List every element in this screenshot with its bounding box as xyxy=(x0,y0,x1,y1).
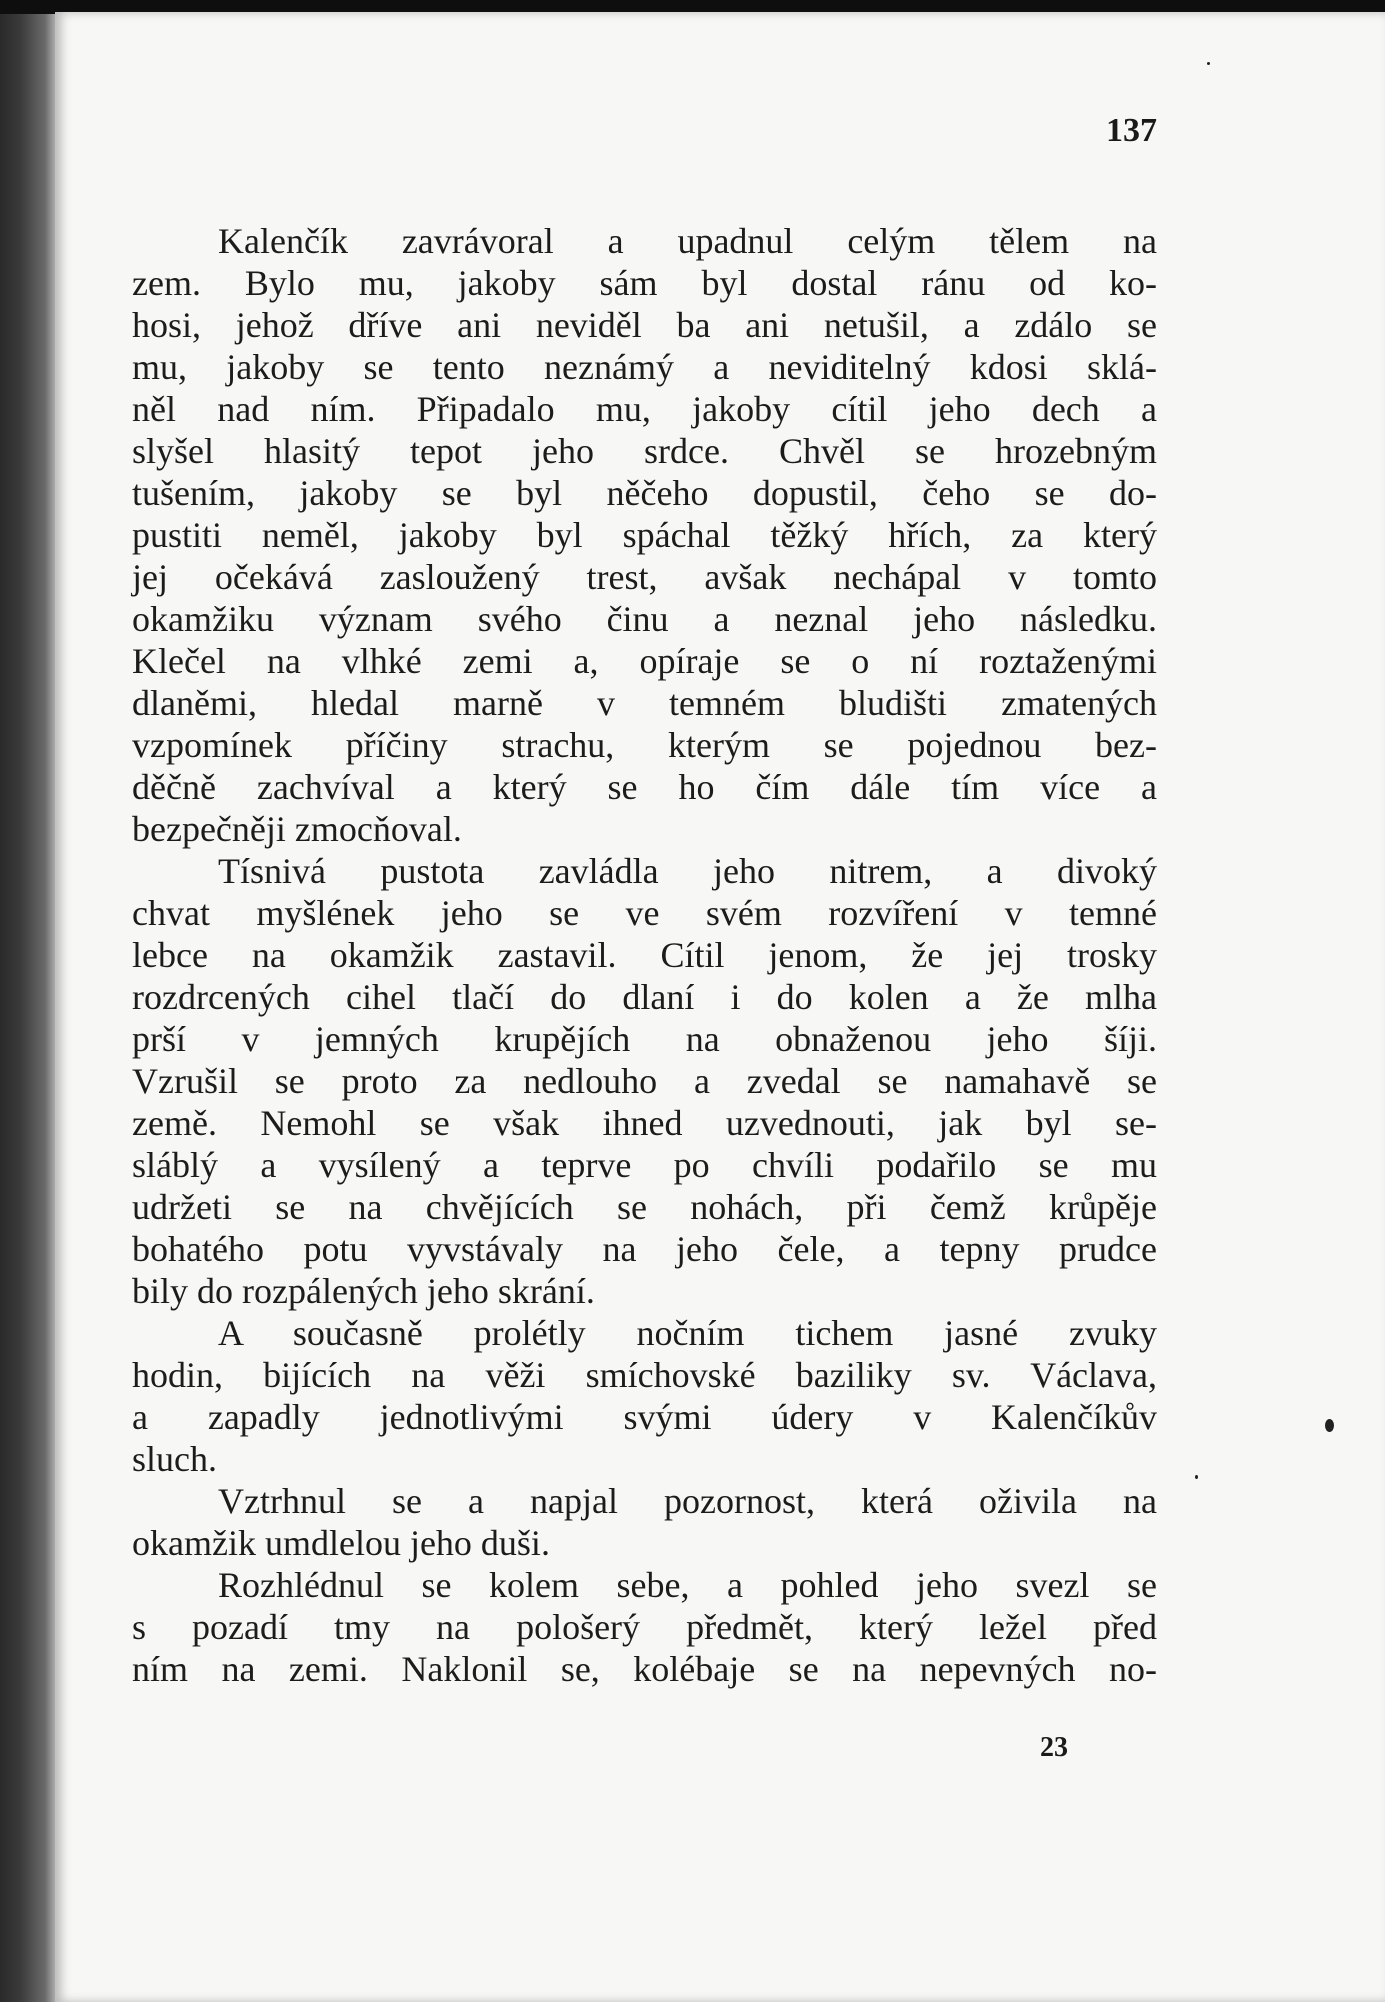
text-line: okamžiku význam svého činu a neznal jeho následku. xyxy=(132,599,1157,639)
text-line: Tísnivá pustota zavládla jeho nitrem, a divoký xyxy=(218,851,1157,891)
text-line: Vzrušil se proto za nedlouho a zvedal se namahavě se xyxy=(132,1061,1157,1101)
scan-speck xyxy=(1207,62,1210,65)
text-line: chvat myšlének jeho se ve svém rozvíření v temné xyxy=(132,893,1157,933)
text-line: mu, jakoby se tento neznámý a neviditelný kdosi sklá- xyxy=(132,347,1157,387)
text-line: bily do rozpálených jeho skrání. xyxy=(132,1271,595,1311)
text-line: slyšel hlasitý tepot jeho srdce. Chvěl se hrozebným xyxy=(132,431,1157,471)
text-line: něl nad ním. Připadalo mu, jakoby cítil jeho dech a xyxy=(132,389,1157,429)
text-line: pustiti neměl, jakoby byl spáchal těžký hřích, za který xyxy=(132,515,1157,555)
text-line: a zapadly jednotlivými svými údery v Kalenčíkův xyxy=(132,1397,1157,1437)
text-line: lebce na okamžik zastavil. Cítil jenom, že jej trosky xyxy=(132,935,1157,975)
page-number: 137 xyxy=(1106,112,1157,149)
text-line: hosi, jehož dříve ani neviděl ba ani netušil, a zdálo se xyxy=(132,305,1157,345)
text-line: Kalenčík zavrávoral a upadnul celým tělem na xyxy=(218,221,1157,261)
scan-speck xyxy=(1195,1475,1198,1479)
text-line: sláblý a vysílený a teprve po chvíli podařilo se mu xyxy=(132,1145,1157,1185)
scan-left-edge xyxy=(0,0,62,2002)
text-line: prší v jemných krupějích na obnaženou jeho šíji. xyxy=(132,1019,1157,1059)
body-text xyxy=(132,220,1157,1690)
text-line: zem. Bylo mu, jakoby sám byl dostal ránu od ko- xyxy=(132,263,1157,303)
text-line: A současně prolétly nočním tichem jasné zvuky xyxy=(218,1313,1157,1353)
text-line: hodin, bijících na věži smíchovské baziliky sv. Václava, xyxy=(132,1355,1157,1395)
text-line: děčně zachvíval a který se ho čím dále tím více a xyxy=(132,767,1157,807)
text-line: rozdrcených cihel tlačí do dlaní i do kolen a že mlha xyxy=(132,977,1157,1017)
printer-signature: 23 xyxy=(1040,1732,1068,1763)
text-line: udržeti se na chvějících se nohách, při čemž krůpěje xyxy=(132,1187,1157,1227)
text-line: ním na zemi. Naklonil se, kolébaje se na nepevných no- xyxy=(132,1649,1157,1689)
text-line: vzpomínek příčiny strachu, kterým se pojednou bez- xyxy=(132,725,1157,765)
text-line: tušením, jakoby se byl něčeho dopustil, čeho se do- xyxy=(132,473,1157,513)
text-line: jej očekává zasloužený trest, avšak nechápal v tomto xyxy=(132,557,1157,597)
text-line: s pozadí tmy na pološerý předmět, který ležel před xyxy=(132,1607,1157,1647)
text-line: Rozhlédnul se kolem sebe, a pohled jeho svezl se xyxy=(218,1565,1157,1605)
text-line: bohatého potu vyvstávaly na jeho čele, a tepny prudce xyxy=(132,1229,1157,1269)
scan-speck xyxy=(1325,1419,1334,1432)
text-line: Vztrhnul se a napjal pozornost, která oživila na xyxy=(218,1481,1157,1521)
book-page xyxy=(55,12,1385,2002)
text-line: dlaněmi, hledal marně v temném bludišti zmatených xyxy=(132,683,1157,723)
text-line: okamžik umdlelou jeho duši. xyxy=(132,1523,550,1563)
text-line: země. Nemohl se však ihned uzvednouti, jak byl se- xyxy=(132,1103,1157,1143)
text-line: bezpečněji zmocňoval. xyxy=(132,809,462,849)
text-line: sluch. xyxy=(132,1439,217,1479)
text-line: Klečel na vlhké zemi a, opíraje se o ní roztaženými xyxy=(132,641,1157,681)
